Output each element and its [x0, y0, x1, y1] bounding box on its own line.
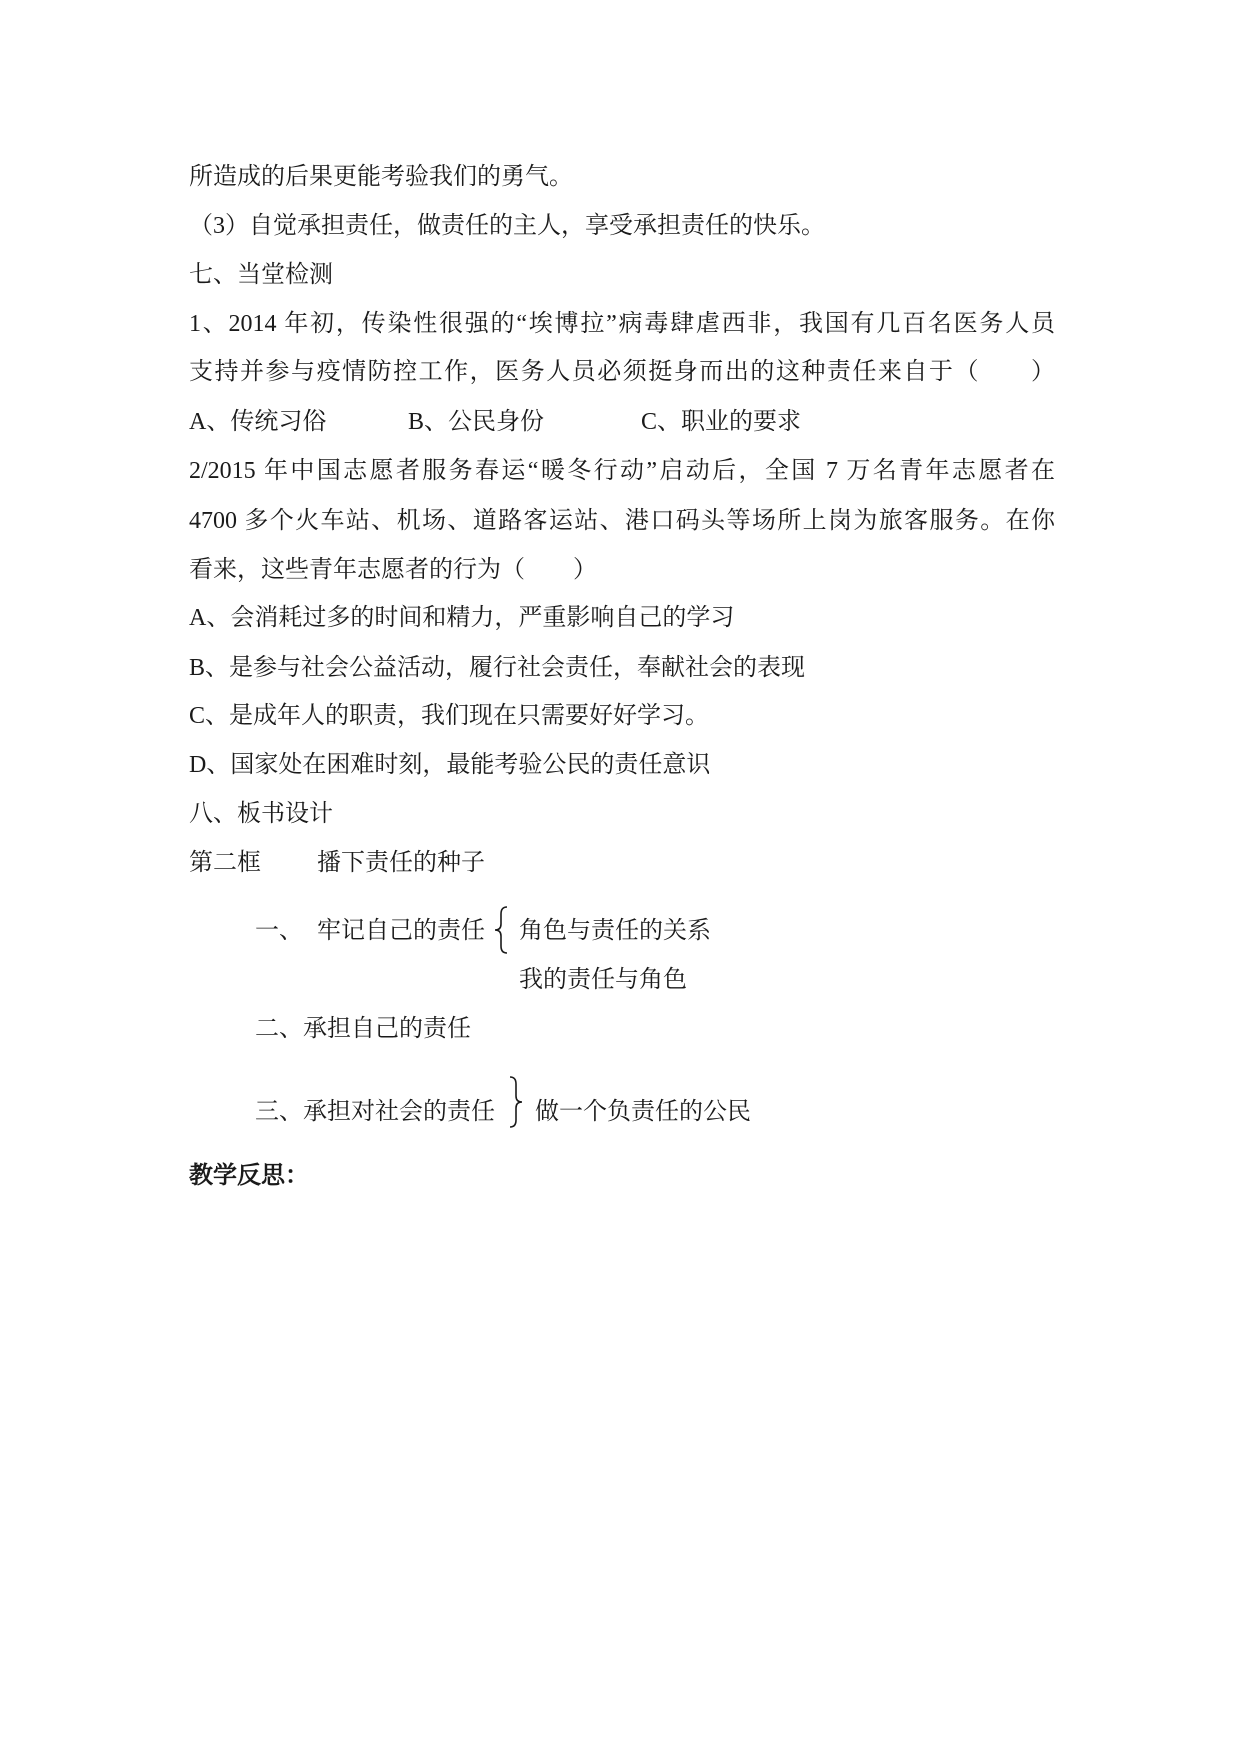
question-2-option-c: C、是成年人的职责，我们现在只需要好好学习。 [189, 703, 710, 729]
continuation-text: 所造成的后果更能考验我们的勇气。 [189, 164, 573, 190]
question-2-option-d: D、国家处在困难时刻，最能考验公民的责任意识 [189, 752, 711, 778]
board-frame-label: 第二框 [189, 850, 261, 876]
question-1-line-2: 支持并参与疫情防控工作，医务人员必须挺身而出的这种责任来自于（ ） [189, 359, 1055, 385]
question-2-option-a: A、会消耗过多的时间和精力，严重影响自己的学习 [189, 605, 735, 631]
board-frame-title: 播下责任的种子 [317, 850, 485, 876]
question-1-option-a: A、传统习俗 [189, 409, 327, 435]
question-2-line-2: 4700 多个火车站、机场、道路客运站、港口码头等场所上岗为旅客服务。在你 [189, 508, 1055, 534]
question-1-option-b: B、公民身份 [408, 409, 545, 435]
board-item-1-title: 牢记自己的责任 [317, 918, 485, 944]
board-item-3: 三、承担对社会的责任 [255, 1099, 495, 1125]
left-brace [492, 905, 510, 955]
board-item-3-sub: 做一个负责任的公民 [535, 1099, 751, 1125]
section-7-heading: 七、当堂检测 [189, 262, 333, 288]
question-1-line-1: 1、2014 年初，传染性很强的“埃博拉”病毒肆虐西非，我国有几百名医务人员 [189, 311, 1055, 337]
question-2-line-1: 2/2015 年中国志愿者服务春运“暖冬行动”启动后，全国 7 万名青年志愿者在 [189, 458, 1055, 484]
question-2-line-3: 看来，这些青年志愿者的行为（ ） [189, 557, 597, 583]
board-item-1-sub-1: 角色与责任的关系 [519, 918, 711, 944]
right-brace [507, 1075, 525, 1129]
board-item-1-sub-2: 我的责任与角色 [519, 967, 687, 993]
board-item-2: 二、承担自己的责任 [255, 1016, 471, 1042]
board-item-1-number: 一、 [255, 918, 303, 944]
question-1-option-c: C、职业的要求 [641, 409, 802, 435]
question-2-option-b: B、是参与社会公益活动，履行社会责任，奉献社会的表现 [189, 655, 806, 681]
point-3-text: （3）自觉承担责任，做责任的主人，享受承担责任的快乐。 [189, 213, 825, 239]
section-8-heading: 八、板书设计 [189, 801, 333, 827]
teaching-reflection-label: 教学反思： [189, 1163, 309, 1189]
